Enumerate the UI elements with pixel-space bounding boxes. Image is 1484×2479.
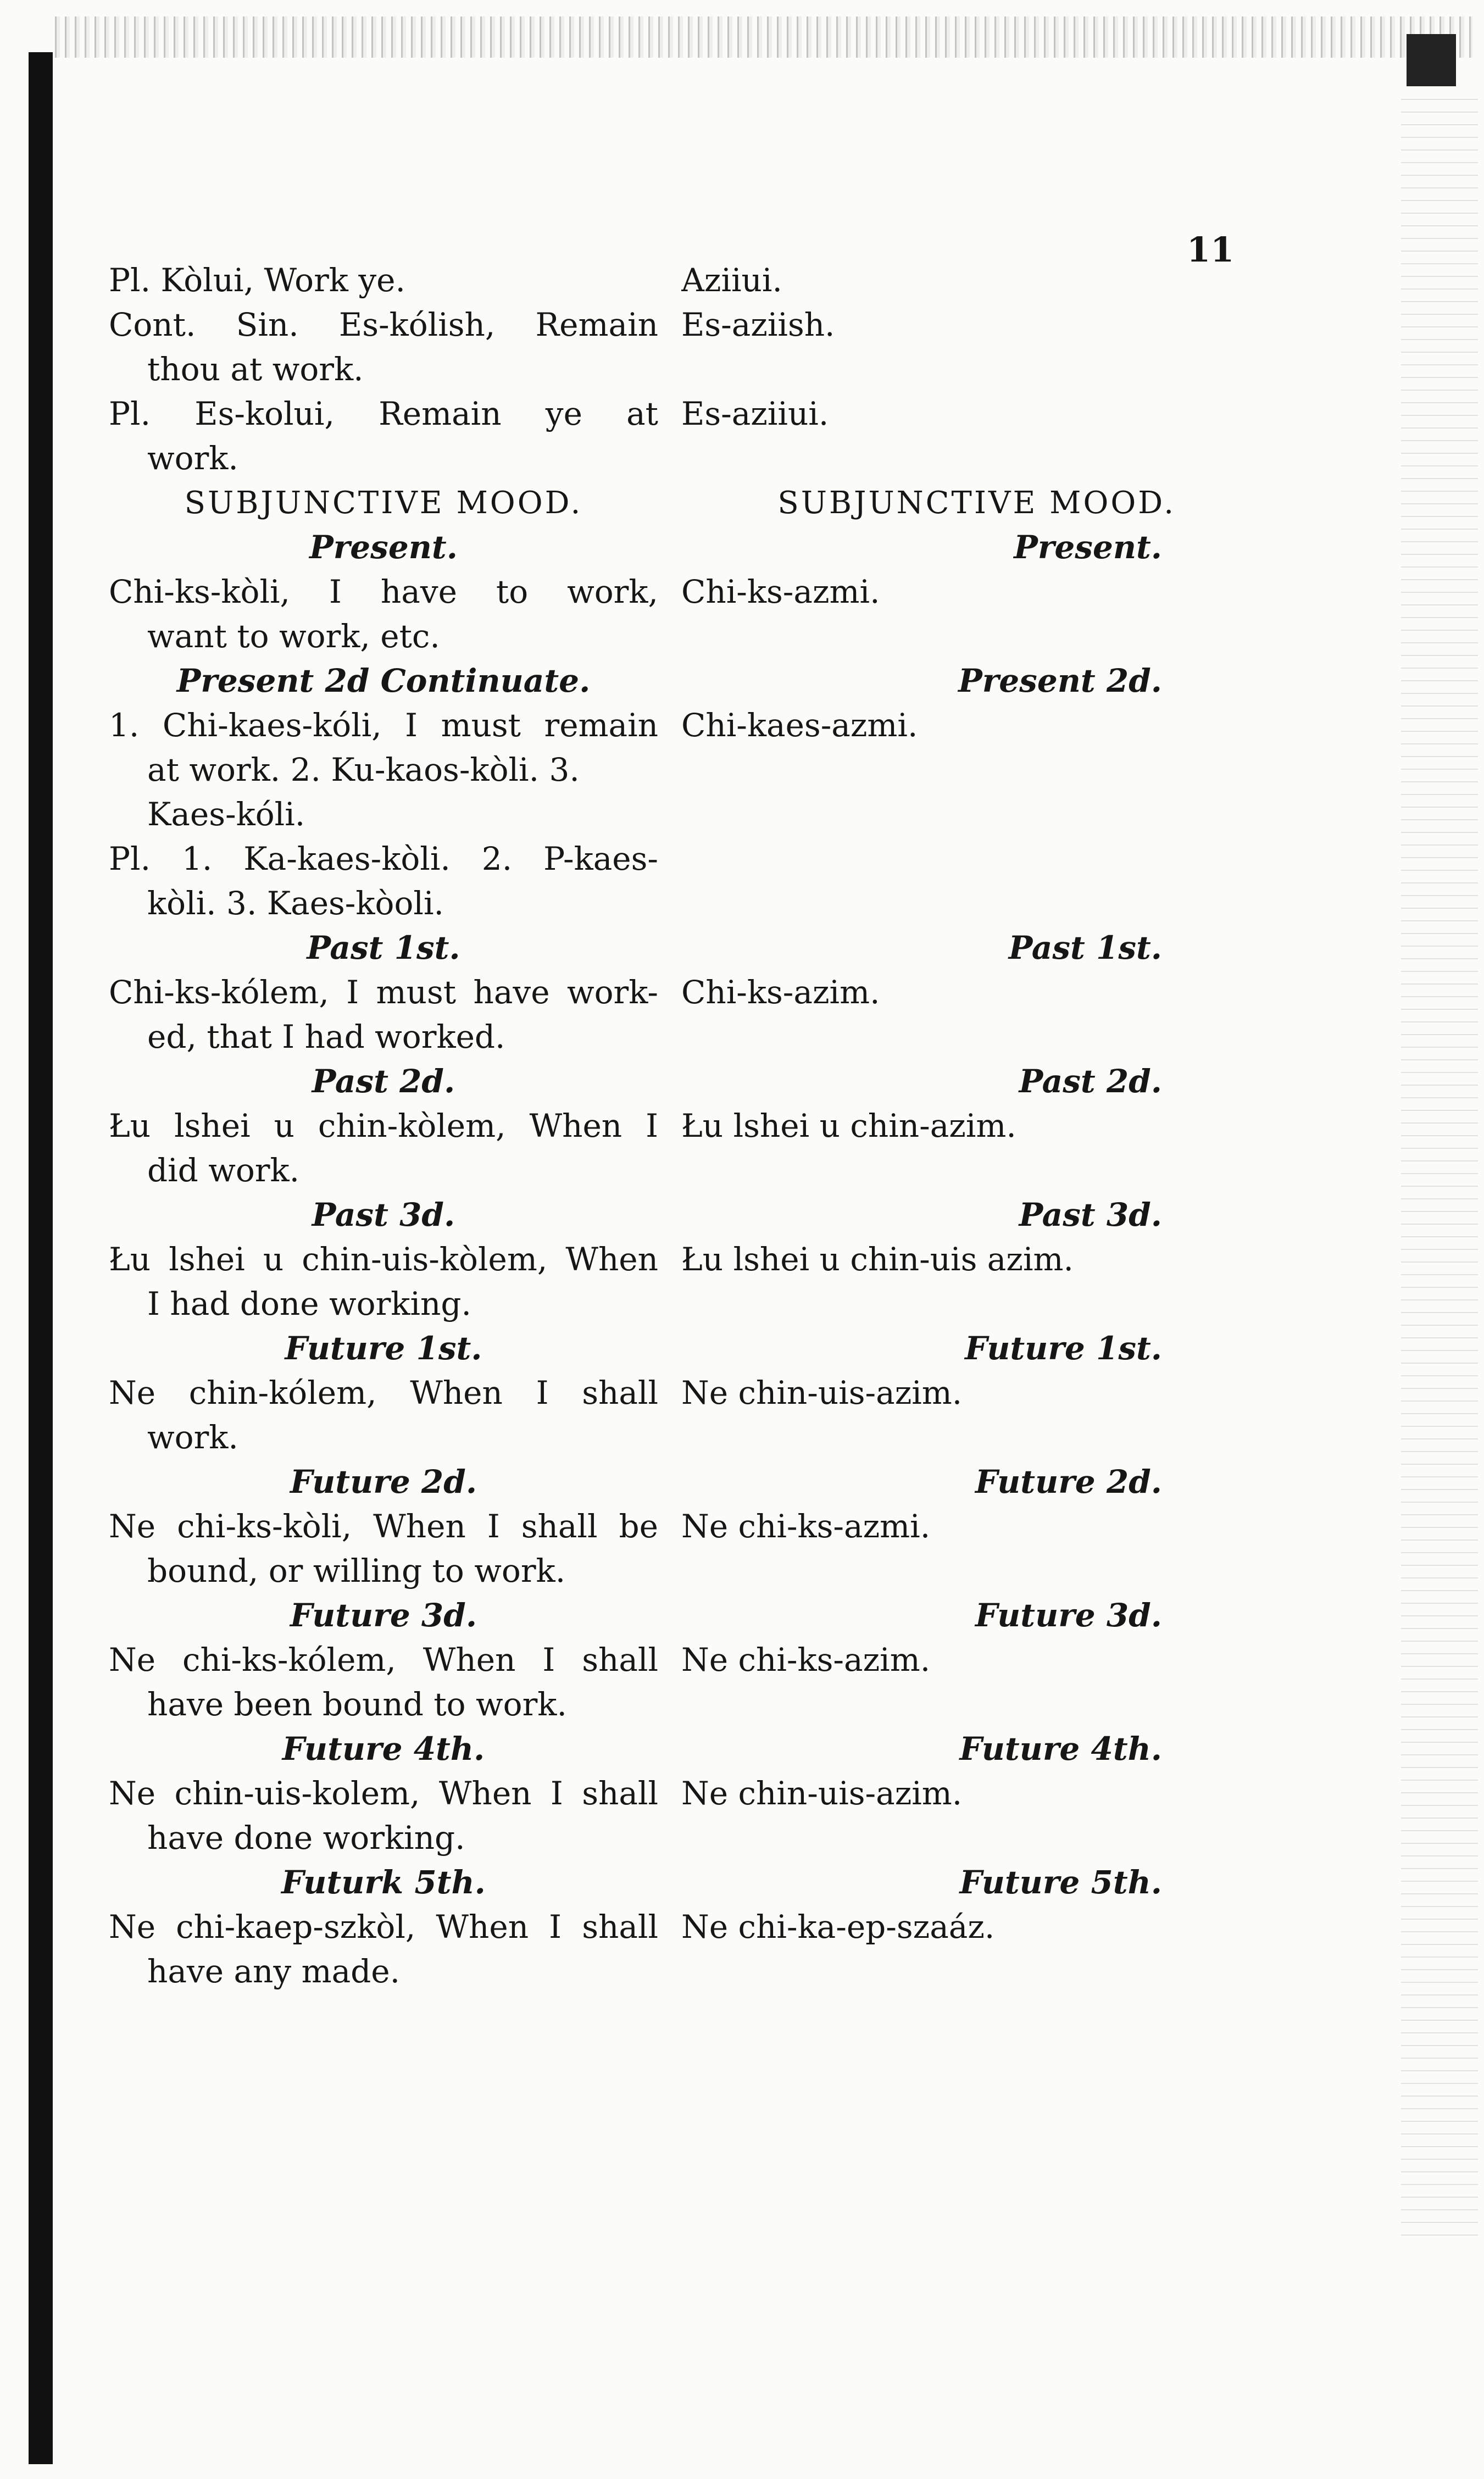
blank-line bbox=[681, 1282, 1176, 1326]
tense-heading: Futurk 5th. bbox=[281, 1864, 486, 1901]
text-line: Ne chi-ks-kòli, When I shall be bbox=[109, 1508, 658, 1545]
text-line: Cont. Sin. Es-kólish, Remain bbox=[109, 306, 658, 343]
text-line: Łu lshei u chin-kòlem, When I bbox=[109, 1107, 658, 1144]
text-line: Chi-ks-azim. bbox=[681, 974, 880, 1011]
text-line: did work. bbox=[147, 1152, 300, 1189]
text-line: have done working. bbox=[147, 1819, 465, 1857]
blank-line bbox=[681, 1816, 1176, 1860]
text-line: Ne chin-uis-azim. bbox=[681, 1775, 963, 1812]
text-line: Es-aziish. bbox=[681, 306, 835, 343]
text-line: thou at work. bbox=[147, 351, 364, 388]
tense-heading: Future 3d. bbox=[290, 1597, 477, 1634]
text-line: 1. Chi-kaes-kóli, I must remain bbox=[109, 707, 658, 744]
blank-line bbox=[681, 614, 1176, 659]
tense-heading: Past 1st. bbox=[307, 929, 460, 966]
tense-heading: Future 4th. bbox=[959, 1730, 1162, 1767]
text-line: Pl. Kòlui, Work ye. bbox=[109, 262, 405, 299]
tense-heading: Present 2d. bbox=[958, 662, 1162, 699]
scan-dark-mark bbox=[1407, 34, 1456, 86]
left-column bbox=[109, 258, 658, 1994]
text-line: Ne chi-ka-ep-szaáz. bbox=[681, 1908, 995, 1946]
blank-line bbox=[681, 1415, 1176, 1460]
binding-edge bbox=[29, 52, 53, 2464]
tense-heading: Future 3d. bbox=[975, 1597, 1162, 1634]
text-line: Ne chin-uis-azim. bbox=[681, 1374, 963, 1411]
tense-heading: Future 4th. bbox=[282, 1730, 485, 1767]
blank-line bbox=[681, 881, 1176, 926]
scan-noise-right bbox=[1401, 99, 1478, 2242]
tense-heading: Past 3d. bbox=[312, 1196, 455, 1233]
tense-heading: Past 3d. bbox=[1019, 1196, 1162, 1233]
text-line: want to work, etc. bbox=[147, 618, 440, 655]
tense-heading: Present. bbox=[309, 529, 458, 566]
text-line: Pl. Es-kolui, Remain ye at bbox=[109, 395, 658, 432]
text-line: Pl. 1. Ka-kaes-kòli. 2. P-kaes- bbox=[109, 840, 658, 877]
tense-heading: Past 2d. bbox=[312, 1063, 455, 1100]
text-line: Łu lshei u chin-uis azim. bbox=[681, 1241, 1074, 1278]
tense-heading: Present. bbox=[1014, 529, 1162, 566]
tense-heading: Present 2d Continuate. bbox=[176, 662, 591, 699]
text-line: Ne chi-kaep-szkòl, When I shall bbox=[109, 1908, 658, 1946]
text-line: Ne chi-ks-kólem, When I shall bbox=[109, 1641, 658, 1678]
text-line: Ne chin-kólem, When I shall bbox=[109, 1374, 658, 1411]
blank-line bbox=[681, 347, 1176, 392]
scan-noise-top bbox=[55, 16, 1472, 58]
right-column bbox=[681, 258, 1176, 1949]
blank-line bbox=[681, 837, 1176, 881]
mood-heading: SUBJUNCTIVE MOOD. bbox=[184, 485, 583, 521]
text-line: at work. 2. Ku-kaos-kòli. 3. bbox=[147, 751, 580, 788]
blank-line bbox=[681, 1148, 1176, 1193]
text-line: Es-aziiui. bbox=[681, 395, 829, 432]
text-line: Łu lshei u chin-uis-kòlem, When bbox=[109, 1241, 658, 1278]
tense-heading: Future 2d. bbox=[290, 1463, 477, 1500]
blank-line bbox=[681, 436, 1176, 481]
blank-line bbox=[681, 1682, 1176, 1727]
text-line: work. bbox=[147, 440, 238, 477]
tense-heading: Future 2d. bbox=[975, 1463, 1162, 1500]
page-number: 11 bbox=[1187, 230, 1235, 270]
blank-line bbox=[681, 748, 1176, 792]
text-line: Łu lshei u chin-azim. bbox=[681, 1107, 1016, 1144]
tense-heading: Future 5th. bbox=[959, 1864, 1162, 1901]
tense-heading: Future 1st. bbox=[285, 1330, 482, 1367]
text-line: Chi-ks-kòli, I have to work, bbox=[109, 573, 658, 610]
tense-heading: Past 1st. bbox=[1008, 929, 1162, 966]
text-line: work. bbox=[147, 1419, 238, 1456]
blank-line bbox=[681, 1015, 1176, 1059]
mood-heading: SUBJUNCTIVE MOOD. bbox=[777, 485, 1176, 521]
tense-heading: Past 2d. bbox=[1019, 1063, 1162, 1100]
text-line: Kaes-kóli. bbox=[147, 796, 305, 833]
text-line: bound, or willing to work. bbox=[147, 1552, 566, 1589]
text-line: have been bound to work. bbox=[147, 1686, 567, 1723]
text-line: I had done working. bbox=[147, 1285, 471, 1322]
text-line: Aziiui. bbox=[681, 262, 782, 299]
text-line: Ne chi-ks-azmi. bbox=[681, 1508, 931, 1545]
text-line: Chi-kaes-azmi. bbox=[681, 707, 918, 744]
tense-heading: Future 1st. bbox=[965, 1330, 1162, 1367]
blank-line bbox=[681, 792, 1176, 837]
text-line: ed, that I had worked. bbox=[147, 1018, 505, 1055]
blank-line bbox=[681, 1549, 1176, 1593]
text-line: have any made. bbox=[147, 1953, 401, 1990]
text-line: kòli. 3. Kaes-kòoli. bbox=[147, 885, 444, 922]
text-line: Chi-ks-azmi. bbox=[681, 573, 880, 610]
text-line: Ne chi-ks-azim. bbox=[681, 1641, 931, 1678]
text-line: Chi-ks-kólem, I must have work- bbox=[109, 974, 658, 1011]
text-line: Ne chin-uis-kolem, When I shall bbox=[109, 1775, 658, 1812]
